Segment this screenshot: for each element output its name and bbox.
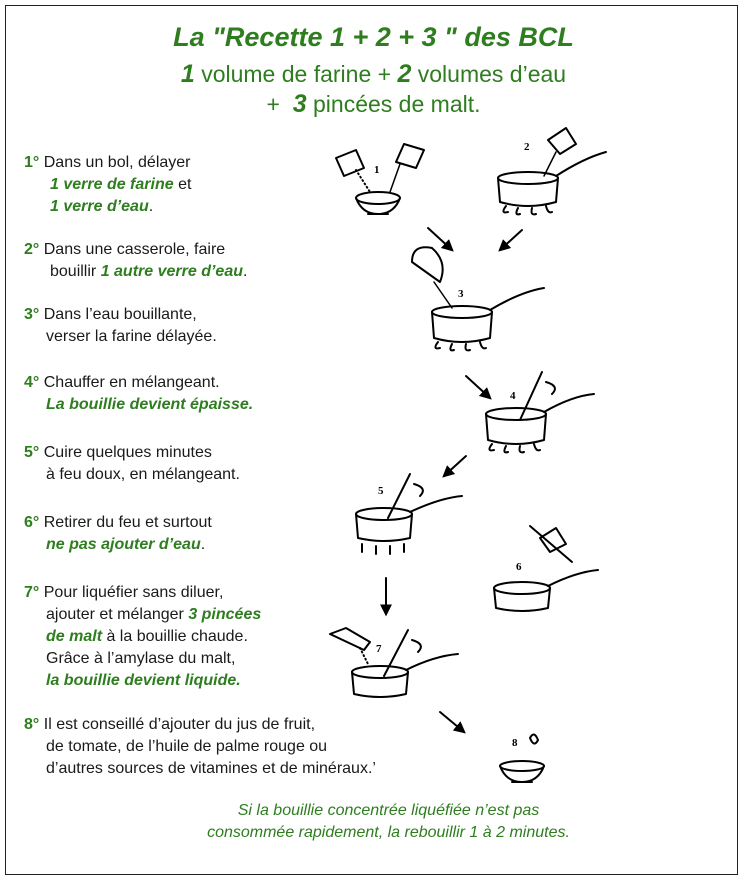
arrow-icon (440, 712, 464, 732)
step-text: d’autres sources de vitamines et de minéraux.’ (46, 760, 376, 777)
step-emphasis: 1 verre de farine (50, 176, 174, 193)
step-text: . (200, 536, 206, 553)
pot-no-water-illustration (494, 526, 598, 611)
step-text: verser la farine délayée. (46, 328, 217, 345)
illustration-label: 3 (458, 288, 464, 300)
step-number: 3° (24, 306, 40, 323)
step-emphasis: 1 verre d’eau (50, 198, 149, 215)
illustration-label: 7 (376, 643, 382, 655)
step-number: 6° (24, 514, 40, 531)
arrow-icon (466, 376, 490, 398)
step-emphasis: La bouillie devient épaisse. (46, 396, 254, 413)
step-text: . (148, 198, 154, 215)
step-text: Pour liquéfier sans diluer, (43, 584, 224, 601)
subtitle-text-2: volumes d’eau (411, 61, 567, 87)
step-text: ajouter et mélanger (46, 606, 189, 623)
step-emphasis: ne pas ajouter d’eau (46, 536, 201, 553)
step-emphasis: de malt (46, 628, 103, 645)
subtitle-text-1: volume de farine + (194, 61, 398, 87)
illustration-label: 6 (516, 561, 522, 573)
step-text: Dans un bol, délayer (43, 154, 191, 171)
step-number: 1° (24, 154, 40, 171)
subtitle-num-3: 3 (292, 90, 307, 118)
arrow-icon (500, 230, 522, 250)
illustration-label: 2 (524, 141, 530, 153)
step-text: Dans l’eau bouillante, (43, 306, 197, 323)
pot-adding-malt-illustration (330, 628, 458, 697)
pot-stirring-illustration (486, 372, 594, 452)
step-text: Chauffer en mélangeant. (43, 374, 220, 391)
step-text: bouillir (50, 263, 101, 280)
step-text: Dans une casserole, faire (43, 241, 226, 258)
step-number: 7° (24, 584, 40, 601)
step-text: . (242, 263, 248, 280)
pot-pouring-batter-illustration (412, 247, 544, 350)
final-bowl-illustration (500, 734, 544, 782)
step-number: 4° (24, 374, 40, 391)
step-number: 8° (24, 716, 40, 733)
step-emphasis: 1 autre verre d’eau (100, 263, 243, 280)
arrow-icon (444, 456, 466, 476)
subtitle-num-1: 1 (180, 60, 195, 88)
footer-note-line-2: consommée rapidement, la rebouillir 1 à 2 minutes. (207, 824, 570, 841)
step-number: 5° (24, 444, 40, 461)
subtitle-text-3: pincées de malt. (306, 91, 481, 117)
illustration-label: 4 (510, 390, 516, 402)
step-text: Cuire quelques minutes (43, 444, 212, 461)
step-text: Il est conseillé d’ajouter du jus de fruit, (43, 716, 316, 733)
subtitle-num-2: 2 (397, 60, 412, 88)
step-emphasis: 3 pincées (188, 606, 262, 623)
pot-on-fire-pouring-illustration (498, 128, 606, 214)
step-number: 2° (24, 241, 40, 258)
step-text: à la bouillie chaude. (102, 628, 248, 645)
arrow-icon (428, 228, 452, 250)
pot-low-fire-illustration (356, 474, 462, 554)
illustration-label: 5 (378, 485, 384, 497)
step-text: Retirer du feu et surtout (43, 514, 212, 531)
step-text: de tomate, de l’huile de palme rouge ou (46, 738, 328, 755)
illustration-label: 8 (512, 737, 518, 749)
step-emphasis: la bouillie devient liquide. (46, 672, 241, 689)
step-text: Grâce à l’amylase du malt, (46, 650, 236, 667)
footer-note-line-1: Si la bouillie concentrée liquéfiée n’est pas (237, 802, 540, 819)
bowl-with-cups-illustration (336, 144, 424, 214)
step-text: et (173, 176, 192, 193)
illustration-label: 1 (374, 164, 380, 176)
step-text: à feu doux, en mélangeant. (46, 466, 240, 483)
page-title: La "Recette 1 + 2 + 3 " des BCL (173, 22, 574, 52)
subtitle-prefix: + (266, 91, 293, 117)
